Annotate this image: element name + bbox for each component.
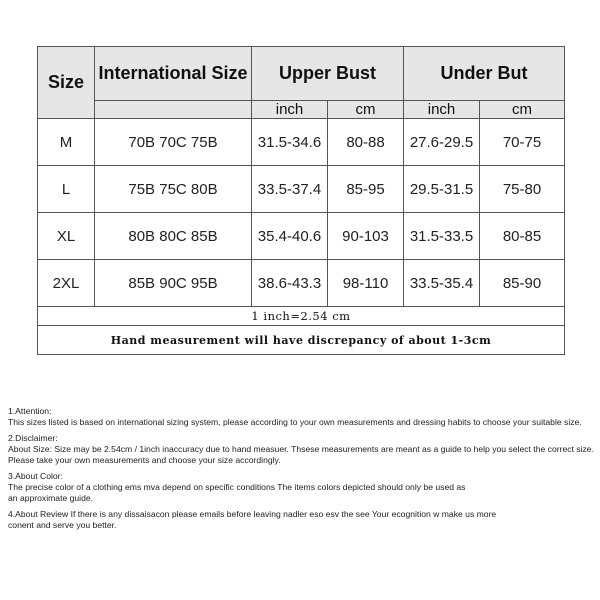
table-row xyxy=(38,213,565,260)
note-line: Please take your own measurements and choose your size accordingly. xyxy=(8,455,281,465)
conversion-note: 1 inch=2.54 cm xyxy=(38,307,565,326)
size-chart-table xyxy=(37,46,565,355)
note-disclaimer xyxy=(8,433,598,466)
note-about-color xyxy=(8,471,598,504)
header-under-bust: Under But xyxy=(404,47,565,101)
cell-international: 80B 80C 85B xyxy=(95,213,252,260)
note-line: conent and serve you better. xyxy=(8,520,117,530)
cell-upper-cm: 80-88 xyxy=(328,119,404,166)
unit-under-inch: inch xyxy=(404,101,480,119)
cell-under-cm: 75-80 xyxy=(480,166,565,213)
cell-upper-inch: 33.5-37.4 xyxy=(252,166,328,213)
header-row xyxy=(38,47,565,101)
cell-upper-inch: 31.5-34.6 xyxy=(252,119,328,166)
table-row xyxy=(38,260,565,307)
header-international-size: International Size xyxy=(95,47,252,101)
note-line: This sizes listed is based on international sizing system, please according to your own measurements and dressing habits to choose your suitable size. xyxy=(8,417,582,427)
units-blank-cell xyxy=(95,101,252,119)
cell-under-inch: 27.6-29.5 xyxy=(404,119,480,166)
discrepancy-note-row xyxy=(38,326,565,355)
note-title: 2.Disclaimer: xyxy=(8,433,58,443)
discrepancy-note: Hand measurement will have discrepancy of about 1-3cm xyxy=(38,326,565,355)
note-line: The precise color of a clothing ems mva depend on specific conditions The items colors depicted should only be used as xyxy=(8,482,466,492)
cell-under-cm: 70-75 xyxy=(480,119,565,166)
note-about-review xyxy=(8,509,598,531)
units-row xyxy=(38,101,565,119)
unit-upper-inch: inch xyxy=(252,101,328,119)
note-attention xyxy=(8,406,598,428)
cell-international: 85B 90C 95B xyxy=(95,260,252,307)
table-row xyxy=(38,119,565,166)
conversion-note-row xyxy=(38,307,565,326)
notes-section xyxy=(8,406,598,536)
unit-upper-cm: cm xyxy=(328,101,404,119)
cell-size: L xyxy=(38,166,95,213)
cell-upper-inch: 35.4-40.6 xyxy=(252,213,328,260)
unit-under-cm: cm xyxy=(480,101,565,119)
note-line: 4.About Review If there is any dissaisacon please emails before leaving nadler eso esv the see Your ecognition w make us more xyxy=(8,509,497,519)
cell-under-cm: 80-85 xyxy=(480,213,565,260)
table-row xyxy=(38,166,565,213)
cell-upper-cm: 90-103 xyxy=(328,213,404,260)
header-size: Size xyxy=(38,47,95,119)
note-title: 1.Attention: xyxy=(8,406,52,416)
cell-under-inch: 31.5-33.5 xyxy=(404,213,480,260)
cell-size: XL xyxy=(38,213,95,260)
cell-size: M xyxy=(38,119,95,166)
cell-upper-cm: 98-110 xyxy=(328,260,404,307)
cell-international: 70B 70C 75B xyxy=(95,119,252,166)
cell-size: 2XL xyxy=(38,260,95,307)
cell-under-inch: 29.5-31.5 xyxy=(404,166,480,213)
cell-under-cm: 85-90 xyxy=(480,260,565,307)
note-line: an approximate guide. xyxy=(8,493,94,503)
note-title: 3.About Color: xyxy=(8,471,63,481)
header-upper-bust: Upper Bust xyxy=(252,47,404,101)
cell-upper-cm: 85-95 xyxy=(328,166,404,213)
note-line: About Size: Size may be 2.54cm / 1inch inaccuracy due to hand measuer. Thsese measurements are meant as a guide to help you select the correct size. xyxy=(8,444,594,454)
cell-international: 75B 75C 80B xyxy=(95,166,252,213)
cell-upper-inch: 38.6-43.3 xyxy=(252,260,328,307)
cell-under-inch: 33.5-35.4 xyxy=(404,260,480,307)
